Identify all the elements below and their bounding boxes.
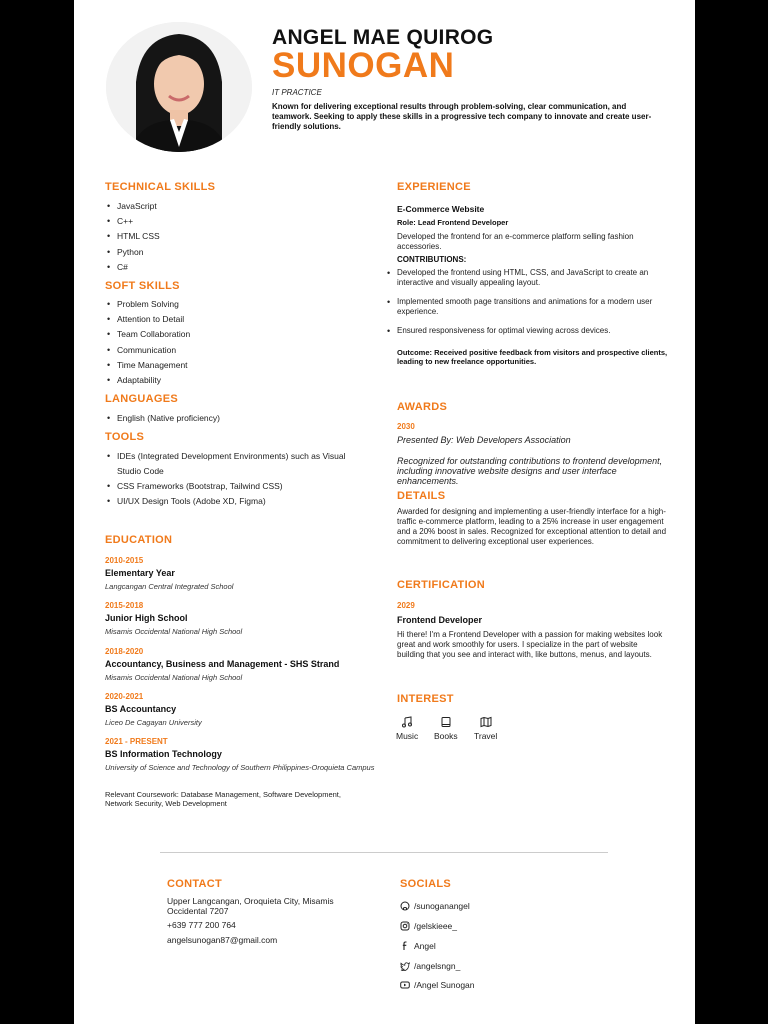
award-year: 2030	[397, 422, 415, 431]
outcome-text: Outcome: Received positive feedback from visitors and prospective clients, leading to new freelance opportunities.	[397, 348, 668, 366]
education-title: Accountancy, Business and Management - SHS Strand	[105, 659, 340, 669]
interest-label: Music	[396, 731, 419, 741]
certification-name: Frontend Developer	[397, 615, 483, 625]
tools-heading: TOOLS	[105, 431, 145, 443]
youtube-icon	[400, 980, 410, 990]
languages-heading: LANGUAGES	[105, 393, 178, 405]
interest-item-books	[434, 716, 458, 741]
list-item: • HTML CSS	[105, 230, 160, 245]
social-instagram[interactable]	[400, 921, 457, 931]
education-years: 2021 - PRESENT	[105, 737, 168, 746]
award-presenter: Presented By: Web Developers Association	[397, 435, 571, 445]
twitter-icon	[400, 961, 410, 971]
education-school: Langcangan Central Integrated School	[105, 582, 234, 591]
award-recognition: Recognized for outstanding contributions to frontend development, including innovative website designs and user interface enhancements.	[397, 456, 663, 486]
list-item: • Team Collaboration	[105, 328, 190, 343]
education-years: 2020-2021	[105, 692, 144, 701]
social-handle: /sunoganangel	[414, 901, 470, 911]
contact-address: Upper Langcangan, Oroquieta City, Misamis Occidental 7207	[167, 896, 334, 916]
interest-label: Books	[434, 731, 458, 741]
list-item: • Problem Solving	[105, 298, 190, 313]
list-item: • Developed the frontend using HTML, CSS, and JavaScript to create an interactive and visually appealing layout.	[385, 268, 675, 288]
relevant-coursework: Relevant Coursework: Database Management, Software Development, Network Security, Web Development	[105, 790, 341, 808]
languages-list	[105, 412, 220, 427]
github-icon	[400, 901, 410, 911]
list-item: • Implemented smooth page transitions and animations for a modern user experience.	[385, 297, 675, 317]
details-text: Awarded for designing and implementing a user-friendly interface for a high-traffic e-commerce platform, leading to a 25% increase in user engagement and a 20% boost in sales. Recognized for exceptional attention to detail and commitment to delivering exceptional user experiences.	[397, 507, 667, 546]
education-title: Junior High School	[105, 613, 188, 623]
education-school: Misamis Occidental National High School	[105, 627, 243, 636]
list-item: • Attention to Detail	[105, 313, 190, 328]
certification-heading: CERTIFICATION	[397, 579, 486, 591]
contact-email: angelsunogan87@gmail.com	[167, 935, 278, 945]
music-note-icon	[401, 716, 413, 728]
soft-skills-heading: SOFT SKILLS	[105, 280, 180, 292]
last-name: SUNOGAN	[272, 46, 455, 85]
resume-page	[74, 0, 695, 1024]
profile-photo	[106, 22, 252, 152]
list-item: • JavaScript	[105, 200, 160, 215]
list-item: • C#	[105, 261, 160, 276]
experience-heading: EXPERIENCE	[397, 181, 471, 193]
list-item: • Ensured responsiveness for optimal viewing across devices.	[385, 326, 675, 336]
social-youtube[interactable]	[400, 980, 475, 990]
list-item: • C++	[105, 215, 160, 230]
footer-divider	[160, 852, 608, 853]
list-item: • IDEs (Integrated Development Environments) such as Visual Studio Code	[105, 449, 365, 479]
social-handle: /Angel Sunogan	[414, 980, 475, 990]
project-title: E-Commerce Website	[397, 204, 485, 214]
facebook-icon	[400, 941, 410, 951]
first-name: ANGEL MAE QUIROG	[272, 26, 494, 49]
tools-list	[105, 449, 365, 509]
contributions-list	[385, 268, 675, 336]
education-school: Misamis Occidental National High School	[105, 673, 243, 682]
certification-year: 2029	[397, 601, 415, 610]
project-role: Role: Lead Frontend Developer	[397, 218, 509, 227]
social-facebook[interactable]	[400, 941, 436, 951]
list-item: • Python	[105, 246, 160, 261]
education-title: BS Accountancy	[105, 704, 177, 714]
list-item: • Adaptability	[105, 374, 190, 389]
instagram-icon	[400, 921, 410, 931]
contact-heading: CONTACT	[167, 878, 223, 890]
book-icon	[440, 716, 452, 728]
education-entry	[105, 692, 385, 727]
map-icon	[480, 716, 492, 728]
awards-heading: AWARDS	[397, 401, 448, 413]
details-heading: DETAILS	[397, 490, 446, 502]
interest-heading: INTEREST	[397, 693, 454, 705]
list-item: • UI/UX Design Tools (Adobe XD, Figma)	[105, 494, 365, 509]
social-twitter[interactable]	[400, 961, 460, 971]
project-description: Developed the frontend for an e-commerce platform selling fashion accessories.	[397, 232, 634, 251]
technical-skills-list	[105, 200, 160, 276]
education-entry	[105, 647, 395, 682]
list-item: • CSS Frameworks (Bootstrap, Tailwind CSS)	[105, 479, 365, 494]
social-handle: /gelskieee_	[414, 921, 458, 931]
education-entry	[105, 601, 385, 636]
soft-skills-list	[105, 298, 190, 389]
list-item: • Time Management	[105, 359, 190, 374]
education-title: Elementary Year	[105, 568, 175, 578]
education-entry	[105, 556, 385, 591]
education-title: BS Information Technology	[105, 749, 222, 759]
social-handle: Angel	[414, 941, 436, 951]
interest-item-music	[396, 716, 418, 741]
interest-label: Travel	[474, 731, 498, 741]
interest-item-travel	[474, 716, 497, 741]
education-years: 2018-2020	[105, 647, 144, 656]
contact-phone: +639 777 200 764	[167, 920, 236, 930]
socials-heading: SOCIALS	[400, 878, 451, 890]
social-handle: /angelsngn_	[414, 961, 461, 971]
list-item: • Communication	[105, 344, 190, 359]
contributions-heading: CONTRIBUTIONS:	[397, 255, 467, 264]
certification-text: Hi there! I'm a Frontend Developer with a passion for making websites look great and work smoothly for users. I specialize in the part of website building that you see and interact with, like buttons, menus, and layouts.	[397, 630, 663, 659]
education-years: 2010-2015	[105, 556, 144, 565]
education-school: Liceo De Cagayan University	[105, 718, 202, 727]
list-item: • English (Native proficiency)	[105, 412, 220, 427]
social-github[interactable]	[400, 901, 470, 911]
education-heading: EDUCATION	[105, 534, 173, 546]
role-title: IT PRACTICE	[272, 88, 322, 97]
technical-skills-heading: TECHNICAL SKILLS	[105, 181, 216, 193]
education-entry	[105, 737, 375, 772]
education-years: 2015-2018	[105, 601, 144, 610]
education-school: University of Science and Technology of Southern Philippines-Oroquieta Campus	[105, 763, 375, 772]
summary-text: Known for delivering exceptional results through problem-solving, clear communication, and teamwork. Seeking to apply these skills in a progressive tech company to innovate and create user-friendly solutions.	[272, 102, 652, 131]
